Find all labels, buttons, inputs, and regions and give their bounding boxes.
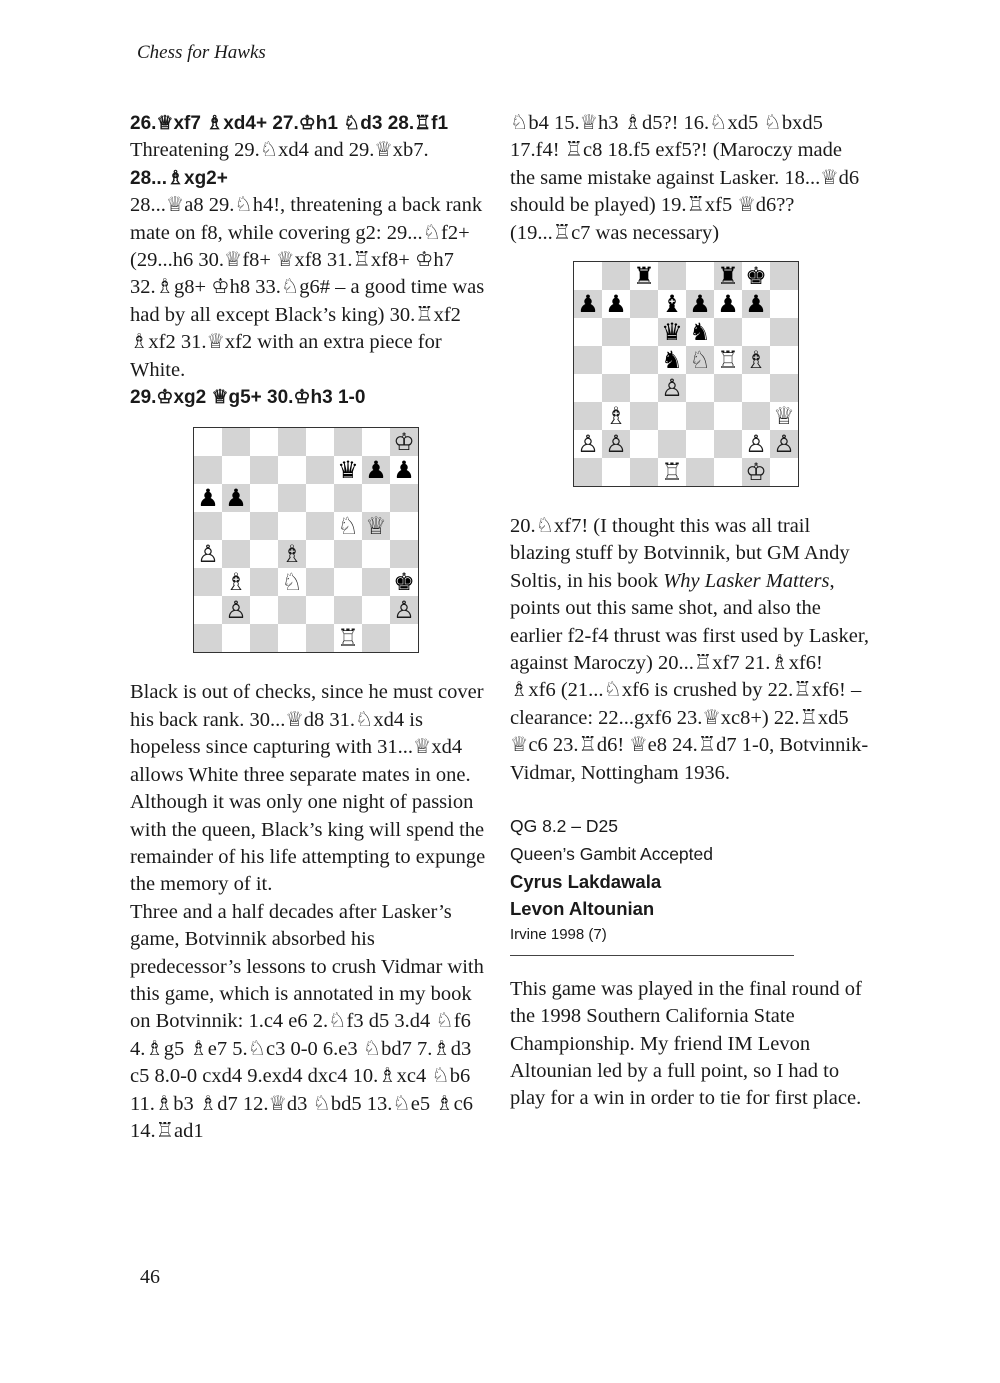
board-square — [574, 430, 602, 458]
board-square — [390, 484, 418, 512]
black-pawn-icon: ♟ — [393, 456, 415, 485]
text-run: 20.♘xf7! (I thought this was all trail blazing stuff by Botvinnik, but GM Andy Soltis, in his book — [510, 515, 850, 592]
board-square — [362, 512, 390, 540]
white-pawn-icon: ♙ — [745, 430, 767, 459]
white-bishop-icon: ♗ — [225, 568, 247, 597]
board-square — [742, 402, 770, 430]
board-square — [630, 262, 658, 290]
board-square — [250, 624, 278, 652]
board-square — [686, 290, 714, 318]
board-square — [574, 374, 602, 402]
board-square — [658, 402, 686, 430]
board-square — [630, 458, 658, 486]
board-square — [306, 568, 334, 596]
board-square — [602, 374, 630, 402]
board-square — [686, 346, 714, 374]
text-run: , points out this same shot, and also the earlier f2-f4 thrust was first used by Lasker, against Maroczy) 20...♖xf7 21.♗xf6! ♗xf6 (21...♘xf6 is crushed by 22.♖xf6! – clearance: 22...gxf6 23.♕xc8+) 22.♖xd5 ♕c6 23.♖d6! ♕e8 24.♖d7 1-0, Botvinnik-Vidmar, Nottingham 1936. — [510, 569, 869, 784]
board-square — [222, 596, 250, 624]
board-square — [194, 624, 222, 652]
board-square — [630, 290, 658, 318]
board-square — [222, 624, 250, 652]
board-square — [714, 262, 742, 290]
white-pawn-icon: ♙ — [577, 430, 599, 459]
board-square — [362, 568, 390, 596]
board-square — [714, 458, 742, 486]
black-pawn-icon: ♟ — [689, 290, 711, 319]
board-square — [602, 318, 630, 346]
black-pawn-icon: ♟ — [745, 290, 767, 319]
white-knight-icon: ♘ — [337, 512, 359, 541]
move-heading: 29.♔xg2 ♕g5+ 30.♔h3 1-0 — [130, 387, 366, 409]
board-square — [658, 318, 686, 346]
black-knight-icon: ♞ — [689, 318, 711, 347]
white-rook-icon: ♖ — [337, 624, 359, 653]
board-square — [194, 484, 222, 512]
white-knight-icon: ♘ — [281, 568, 303, 597]
black-rook-icon: ♜ — [717, 262, 739, 291]
board-square — [334, 596, 362, 624]
board-square — [306, 540, 334, 568]
annotation-paragraph: This game was played in the final round of the 1998 Southern California State Championship. My friend IM Levon Altounian led by a full point, so I had to play for a win in order to tie for first place. — [510, 977, 862, 1110]
board-square — [574, 290, 602, 318]
white-king-icon: ♔ — [745, 458, 767, 487]
board-square — [278, 540, 306, 568]
board-square — [602, 290, 630, 318]
board-square — [334, 428, 362, 456]
board-square — [250, 540, 278, 568]
board-square — [574, 346, 602, 374]
white-pawn-icon: ♙ — [393, 596, 415, 625]
board-square — [714, 430, 742, 458]
board-square — [630, 346, 658, 374]
board-square — [306, 512, 334, 540]
board-square — [362, 624, 390, 652]
board-square — [278, 428, 306, 456]
board-square — [686, 458, 714, 486]
left-column — [130, 110, 490, 1145]
white-bishop-icon: ♗ — [745, 346, 767, 375]
board-square — [602, 458, 630, 486]
board-square — [194, 568, 222, 596]
board-square — [278, 512, 306, 540]
board-square — [250, 456, 278, 484]
board-square — [602, 402, 630, 430]
chess-diagram-2 — [573, 261, 870, 487]
board-square — [362, 484, 390, 512]
board-square — [194, 596, 222, 624]
board-square — [306, 456, 334, 484]
board-square — [574, 318, 602, 346]
annotation-paragraph: Black is out of checks, since he must cover his back rank. 30...♕d8 31.♘xd4 is hopeless since capturing with 31...♕xd4 allows White three separate mates in one. Although it was only one night of passion with the queen, Black’s king will spend the remainder of his life attempting to expunge the memory of it. — [130, 681, 486, 896]
board-square — [714, 318, 742, 346]
board-square — [658, 290, 686, 318]
board-square — [334, 484, 362, 512]
white-rook-icon: ♖ — [717, 346, 739, 375]
board-square — [742, 374, 770, 402]
board-square — [742, 346, 770, 374]
board-square — [250, 568, 278, 596]
board-square — [630, 318, 658, 346]
board-square — [658, 430, 686, 458]
book-title: Why Lasker Matters — [663, 569, 830, 592]
board-square — [390, 624, 418, 652]
event-info: Irvine 1998 (7) — [510, 925, 607, 943]
board-square — [222, 540, 250, 568]
white-player: Cyrus Lakdawala — [510, 870, 662, 892]
white-pawn-icon: ♙ — [225, 596, 247, 625]
board-square — [686, 430, 714, 458]
black-king-icon: ♚ — [745, 262, 767, 291]
board-square — [278, 456, 306, 484]
board-square — [770, 374, 798, 402]
white-bishop-icon: ♗ — [605, 402, 627, 431]
board-square — [602, 262, 630, 290]
white-pawn-icon: ♙ — [197, 540, 219, 569]
board-square — [658, 262, 686, 290]
board-square — [362, 540, 390, 568]
board-square — [686, 402, 714, 430]
game-header — [510, 813, 870, 956]
black-knight-icon: ♞ — [661, 346, 683, 375]
board-square — [714, 402, 742, 430]
board-square — [250, 428, 278, 456]
board-square — [742, 262, 770, 290]
board-square — [686, 374, 714, 402]
board-square — [334, 624, 362, 652]
board-square — [602, 346, 630, 374]
board-square — [222, 568, 250, 596]
annotation-paragraph: Three and a half decades after Lasker’s game, Botvinnik absorbed his predecessor’s lessons to crush Vidmar with this game, which is annotated in my book on Botvinnik: 1.c4 e6 2.♘f3 d5 3.d4 ♘f6 4.♗g5 ♗e7 5.♘c3 0-0 6.e3 ♘bd7 7.♗d3 c5 8.0-0 cxd4 9.exd4 dxc4 10.♗xc4 ♘b6 11.♗b3 ♗d7 12.♕d3 ♘bd5 13.♘e5 ♗c6 14.♖ad1 — [130, 900, 484, 1142]
board-square — [390, 512, 418, 540]
board-square — [714, 346, 742, 374]
board-square — [686, 262, 714, 290]
board-square — [194, 456, 222, 484]
black-pawn-icon: ♟ — [717, 290, 739, 319]
board-square — [770, 262, 798, 290]
board-square — [574, 458, 602, 486]
board-square — [658, 458, 686, 486]
white-knight-icon: ♘ — [689, 346, 711, 375]
board-square — [390, 596, 418, 624]
black-player: Levon Altounian — [510, 898, 655, 920]
board-square — [770, 402, 798, 430]
page-number: 46 — [140, 1266, 160, 1288]
black-pawn-icon: ♟ — [605, 290, 627, 319]
black-queen-icon: ♛ — [337, 456, 359, 485]
board-square — [278, 624, 306, 652]
board-square — [306, 428, 334, 456]
board-square — [390, 456, 418, 484]
board-square — [362, 596, 390, 624]
white-queen-icon: ♕ — [773, 402, 795, 431]
chess-diagram-1 — [193, 427, 490, 653]
right-column — [510, 110, 870, 1113]
board-square — [306, 624, 334, 652]
board-square — [362, 456, 390, 484]
black-pawn-icon: ♟ — [577, 290, 599, 319]
board-square — [770, 290, 798, 318]
board-square — [334, 512, 362, 540]
white-bishop-icon: ♗ — [281, 540, 303, 569]
chess-board — [193, 427, 419, 653]
board-square — [602, 430, 630, 458]
board-square — [194, 512, 222, 540]
board-square — [742, 318, 770, 346]
board-square — [390, 568, 418, 596]
board-square — [742, 290, 770, 318]
board-square — [686, 318, 714, 346]
board-square — [770, 430, 798, 458]
black-pawn-icon: ♟ — [365, 456, 387, 485]
white-pawn-icon: ♙ — [605, 430, 627, 459]
board-square — [574, 262, 602, 290]
board-square — [222, 456, 250, 484]
board-square — [714, 290, 742, 318]
game-code: QG 8.2 – D25 — [510, 816, 618, 837]
annotation-paragraph: ♘b4 15.♕h3 ♗d5?! 16.♘xd5 ♘bxd5 17.f4! ♖c8 18.f5 exf5?! (Maroczy made the same mistake against Lasker. 18...♕d6 should be played) 19.♖xf5 ♕d6?? (19...♖c7 was necessary) — [510, 112, 860, 244]
chess-board — [573, 261, 799, 487]
board-square — [390, 540, 418, 568]
board-square — [770, 458, 798, 486]
board-square — [658, 346, 686, 374]
annotation-paragraph: Threatening 29.♘xd4 and 29.♕xb7. — [130, 139, 429, 162]
black-queen-icon: ♛ — [661, 318, 683, 347]
move-heading: 26.♕xf7 ♗xd4+ 27.♔h1 ♘d3 28.♖f1 — [130, 113, 449, 134]
white-pawn-icon: ♙ — [661, 374, 683, 403]
board-square — [334, 456, 362, 484]
board-square — [278, 596, 306, 624]
move-heading: 28...♗xg2+ — [130, 167, 228, 189]
board-square — [278, 484, 306, 512]
board-square — [222, 512, 250, 540]
black-pawn-icon: ♟ — [197, 484, 219, 513]
board-square — [222, 428, 250, 456]
black-bishop-icon: ♝ — [661, 290, 683, 319]
annotation-paragraph — [510, 513, 870, 787]
board-square — [714, 374, 742, 402]
board-square — [742, 458, 770, 486]
board-square — [770, 318, 798, 346]
white-queen-icon: ♕ — [365, 512, 387, 541]
board-square — [250, 512, 278, 540]
board-square — [334, 540, 362, 568]
board-square — [194, 428, 222, 456]
white-pawn-icon: ♙ — [773, 430, 795, 459]
running-head: Chess for Hawks — [137, 42, 266, 63]
board-square — [574, 402, 602, 430]
board-square — [390, 428, 418, 456]
board-square — [306, 484, 334, 512]
board-square — [630, 430, 658, 458]
board-square — [222, 484, 250, 512]
board-square — [742, 430, 770, 458]
board-square — [306, 596, 334, 624]
board-square — [250, 484, 278, 512]
board-square — [194, 540, 222, 568]
board-square — [334, 568, 362, 596]
board-square — [630, 402, 658, 430]
black-pawn-icon: ♟ — [225, 484, 247, 513]
board-square — [658, 374, 686, 402]
white-rook-icon: ♖ — [661, 458, 683, 487]
divider — [510, 955, 794, 956]
annotation-paragraph: 28...♕a8 29.♘h4!, threatening a back rank mate on f8, while covering g2: 29...♘f2+ (29...h6 30.♕f8+ ♕xf8 31.♖xf8+ ♔h7 32.♗g8+ ♔h8 33.♘g6# – a good time was had by all except Black’s king) 30.♖xf2 ♗xf2 31.♕xf2 with an extra piece for White. — [130, 194, 485, 381]
black-rook-icon: ♜ — [633, 262, 655, 291]
board-square — [278, 568, 306, 596]
black-king-icon: ♚ — [393, 568, 415, 597]
board-square — [250, 596, 278, 624]
board-square — [362, 428, 390, 456]
board-square — [770, 346, 798, 374]
opening-name: Queen’s Gambit Accepted — [510, 843, 713, 864]
white-king-icon: ♔ — [393, 428, 415, 457]
board-square — [630, 374, 658, 402]
